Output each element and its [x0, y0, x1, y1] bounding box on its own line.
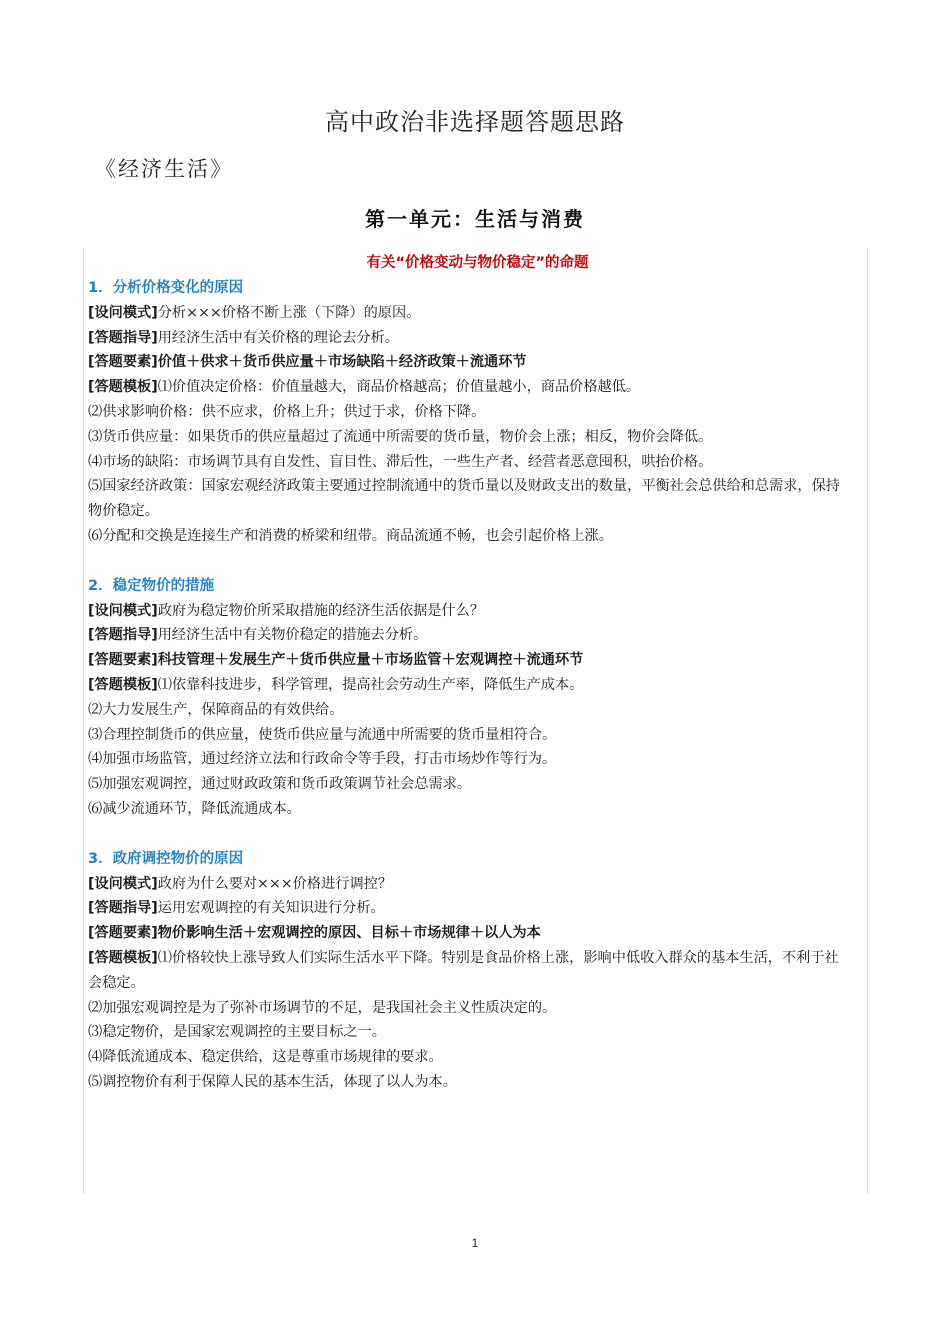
- book-title: 《经济生活》: [95, 157, 233, 181]
- template-item: ⑸国家经济政策：国家宏观经济政策主要通过控制流通中的货币量以及财政支出的数量，平衡社会总供给和总需求，保持物价稳定。: [88, 478, 840, 520]
- guidance-tag: [答题指导]: [88, 329, 158, 346]
- template-item: ⑹减少流通环节，降低流通成本。: [88, 800, 301, 817]
- template-item: ⑹分配和交换是连接生产和消费的桥梁和纽带。商品流通不畅，也会引起价格上涨。: [88, 527, 613, 544]
- template-text: ⑴价格较快上涨导致人们实际生活水平下降。特别是食品价格上涨，影响中低收入群众的基本生活，不利于社会稳定。: [88, 949, 839, 991]
- content-box: [83, 248, 868, 1194]
- document-title: 高中政治非选择题答题思路: [325, 108, 625, 136]
- elements-text: 科技管理＋发展生产＋货币供应量＋市场监管＋宏观调控＋流通环节: [157, 652, 584, 669]
- section-gap: [88, 822, 867, 847]
- section-title: 3．政府调控物价的原因: [88, 850, 244, 867]
- template-line: [88, 946, 848, 996]
- template-item: ⑸调控物价有利于保障人民的基本生活，体现了以人为本。: [88, 1073, 457, 1090]
- section-gap: [88, 549, 867, 574]
- box-heading: 有关“价格变动与物价稳定”的命题: [366, 255, 589, 271]
- template-line: [88, 375, 867, 400]
- guidance-text: 用经济生活中有关物价稳定的措施去分析。: [157, 627, 428, 644]
- guidance-text: 用经济生活中有关价格的理论去分析。: [157, 329, 399, 346]
- template-text: ⑴价值决定价格：价值量越大，商品价格越高；价值量越小，商品价格越低。: [157, 379, 641, 396]
- elements-line: [88, 648, 867, 673]
- question-mode-tag: [设问模式]: [88, 304, 158, 321]
- template-tag: [答题模板]: [88, 379, 158, 396]
- template-item: ⑷降低流通成本、稳定供给，这是尊重市场规律的要求。: [88, 1049, 443, 1066]
- elements-tag: [答题要素]: [88, 925, 158, 942]
- template-item: ⑵大力发展生产，保障商品的有效供给。: [88, 701, 344, 718]
- guidance-text: 运用宏观调控的有关知识进行分析。: [157, 900, 385, 917]
- template-item: ⑵供求影响价格：供不应求，价格上升；供过于求，价格下降。: [88, 403, 486, 420]
- section: [88, 276, 867, 549]
- question-mode-text: 政府为什么要对×××价格进行调控？: [157, 875, 393, 892]
- question-mode-text: 分析×××价格不断上涨（下降）的原因。: [157, 304, 421, 321]
- template-item: ⑷加强市场监管，通过经济立法和行政命令等手段，打击市场炒作等行为。: [88, 751, 557, 768]
- template-line: [88, 673, 867, 698]
- elements-text: 物价影响生活＋宏观调控的原因、目标＋市场规律＋以人为本: [157, 925, 541, 942]
- guidance-tag: [答题指导]: [88, 627, 158, 644]
- section-title: 2．稳定物价的措施: [88, 577, 215, 594]
- question-mode-line: [88, 301, 867, 326]
- template-text: ⑴依靠科技进步，科学管理，提高社会劳动生产率，降低生产成本。: [157, 676, 584, 693]
- guidance-line: [88, 623, 867, 648]
- template-item: ⑸加强宏观调控，通过财政政策和货币政策调节社会总需求。: [88, 776, 472, 793]
- question-mode-tag: [设问模式]: [88, 602, 158, 619]
- template-item: ⑵加强宏观调控是为了弥补市场调节的不足，是我国社会主义性质决定的。: [88, 999, 557, 1016]
- page-number: 1: [471, 1236, 479, 1250]
- question-mode-line: [88, 599, 867, 624]
- elements-line: [88, 921, 867, 946]
- section: [88, 574, 867, 822]
- guidance-line: [88, 896, 867, 921]
- section-title: 1．分析价格变化的原因: [88, 280, 244, 296]
- question-mode-line: [88, 872, 867, 897]
- question-mode-text: 政府为稳定物价所采取措施的经济生活依据是什么？: [157, 602, 485, 619]
- template-tag: [答题模板]: [88, 676, 158, 693]
- elements-tag: [答题要素]: [88, 354, 158, 371]
- guidance-tag: [答题指导]: [88, 900, 158, 917]
- template-item: ⑷市场的缺陷：市场调节具有自发性、盲目性、滞后性，一些生产者、经营者恶意囤积，哄抬价格。: [88, 453, 713, 470]
- template-item: ⑶合理控制货币的供应量，使货币供应量与流通中所需要的货币量相符合。: [88, 726, 557, 743]
- template-item: ⑶稳定物价，是国家宏观调控的主要目标之一。: [88, 1024, 386, 1041]
- template-item: ⑶货币供应量：如果货币的供应量超过了流通中所需要的货币量，物价会上涨；相反，物价会降低。: [88, 428, 713, 445]
- section: [88, 847, 867, 1095]
- unit-title: 第一单元：生活与消费: [365, 207, 585, 231]
- elements-line: [88, 350, 867, 375]
- elements-tag: [答题要素]: [88, 652, 158, 669]
- elements-text: 价值＋供求＋货币供应量＋市场缺陷＋经济政策＋流通环节: [157, 354, 527, 371]
- template-tag: [答题模板]: [88, 949, 158, 966]
- guidance-line: [88, 326, 867, 351]
- question-mode-tag: [设问模式]: [88, 875, 158, 892]
